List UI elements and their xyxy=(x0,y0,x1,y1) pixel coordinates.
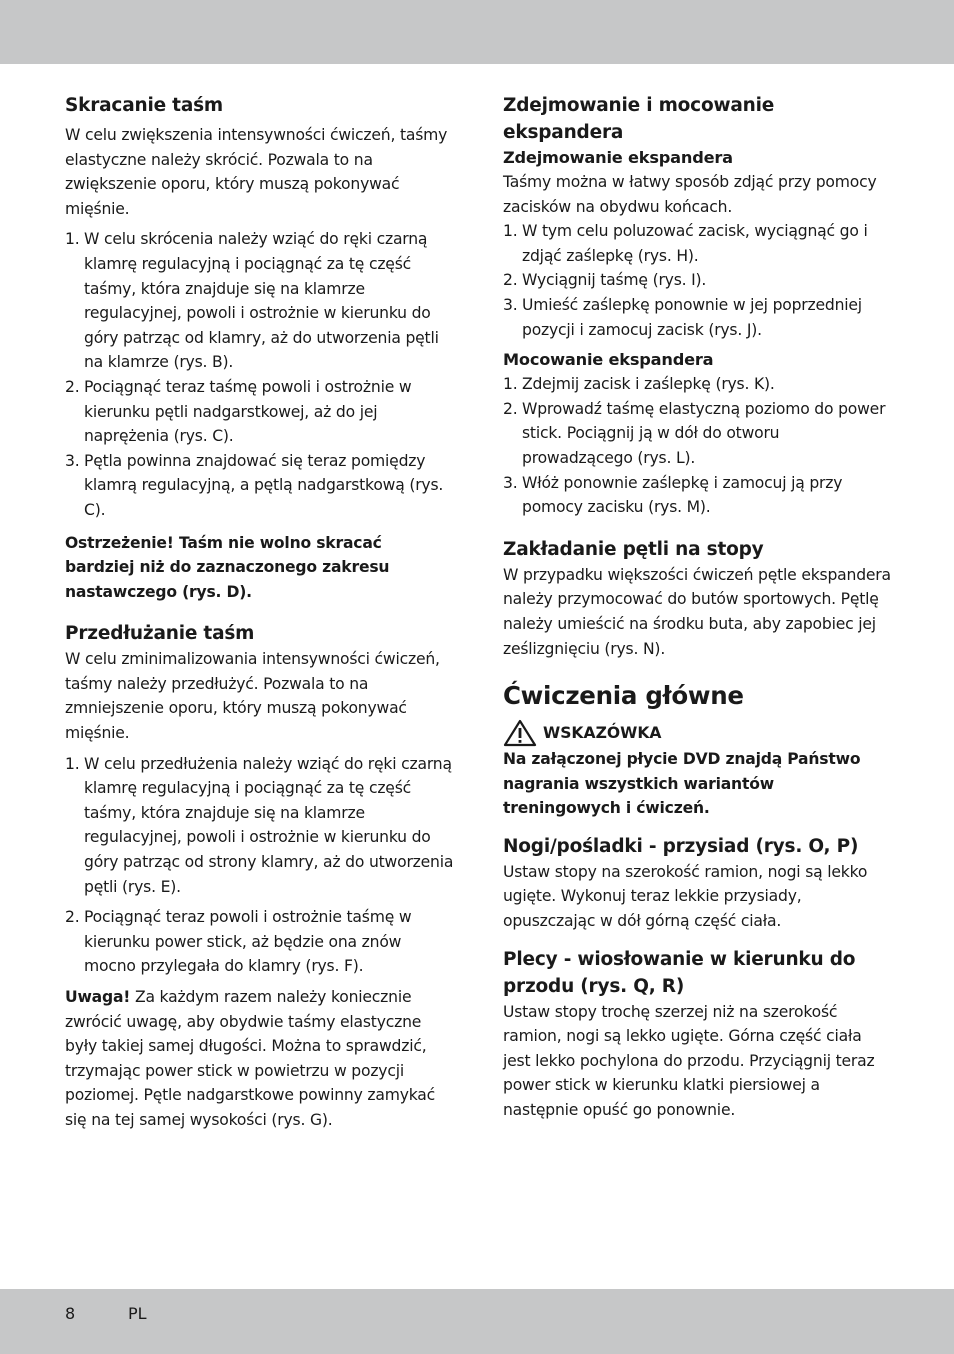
steps-list xyxy=(503,219,893,342)
subsection-intro: Taśmy można w łatwy sposób zdjąć przy pomocy zacisków na obydwu końcach. xyxy=(503,173,877,216)
list-item: 1. W tym celu poluzować zacisk, wyciągnąć go i zdjąć zaślepkę (rys. H). xyxy=(503,222,868,265)
warning-triangle-icon xyxy=(503,719,537,747)
section-przedluzanie xyxy=(65,620,455,1132)
language-code: PL xyxy=(128,1304,147,1323)
page-number: 8 xyxy=(65,1304,76,1323)
note-label: WSKAZÓWKA xyxy=(543,724,662,743)
section-heading: Skracanie taśm xyxy=(65,95,224,116)
note-text: Za każdym razem należy koniecznie zwrócić uwagę, aby obydwie taśmy elastyczne były takiej samej długości. Można to sprawdzić, trzymając power stick w powietrzu w pozycji poziomej. Pętle nadgarstkowe powinny zamykać się na tej samej wysokości (rys. G). xyxy=(65,988,436,1129)
chapter-heading: Ćwiczenia główne xyxy=(503,681,744,711)
left-column xyxy=(65,92,455,1133)
exercise-heading: Plecy - wiosłowanie w kierunku do przodu (rys. Q, R) xyxy=(503,948,856,997)
steps-list xyxy=(65,752,455,979)
section-heading: Zdejmowanie i mocowanie ekspandera xyxy=(503,95,775,143)
section-heading: Przedłużanie taśm xyxy=(65,623,255,645)
list-item: 3. Umieść zaślepkę ponownie w jej poprzedniej pozycji i zamocuj zacisk (rys. J). xyxy=(503,295,862,339)
list-item: 1. Zdejmij zacisk i zaślepkę (rys. K). xyxy=(503,375,775,394)
section-skracanie xyxy=(65,92,455,604)
right-column xyxy=(503,92,893,1123)
section-intro: W celu zwiększenia intensywności ćwiczeń, taśmy elastyczne należy skrócić. Pozwala to na zwiększenie oporu, który muszą pokonywać mięśnie. xyxy=(65,126,448,218)
subsection-heading: Zdejmowanie ekspandera xyxy=(503,148,733,167)
note-label: Uwaga! xyxy=(65,988,131,1006)
note-header xyxy=(503,719,893,747)
header-band xyxy=(0,0,954,64)
exercise-text: Ustaw stopy na szerokość ramion, nogi są lekko ugięte. Wykonuj teraz lekkie przysiady, opuszczając w dół górną część ciała. xyxy=(503,862,868,931)
section-zakladanie xyxy=(503,536,893,661)
subsection-heading: Mocowanie ekspandera xyxy=(503,350,714,370)
list-item: 2. Pociągnąć teraz taśmę powoli i ostrożnie w kierunku pętli nadgarstkowej, aż do jej naprężenia (rys. C). xyxy=(65,377,412,446)
section-intro: W celu zminimalizowania intensywności ćwiczeń, taśmy należy przedłużyć. Pozwala to na zmniejszenie oporu, który muszą pokonywać mięśnie. xyxy=(65,650,440,743)
list-item: 2. Pociągnąć teraz powoli i ostrożnie taśmę w kierunku power stick, aż będzie ona znów mocno przylegała do klamry (rys. F). xyxy=(65,908,412,976)
steps-list xyxy=(65,227,455,522)
list-item: 1. W celu przedłużenia należy wziąć do ręki czarną klamrę regulacyjną i pociągnąć za tę część taśmy, która znajduje się na klamrze regulacyjnej, powoli i ostrożnie w kierunku do góry patrząc od strony klamry, aż do utworzenia pętli (rys. E). xyxy=(65,754,454,896)
section-zdejmowanie-mocowanie xyxy=(503,92,893,520)
note-text: Na załączonej płycie DVD znajdą Państwo nagrania wszystkich wariantów treningowych i ćwiczeń. xyxy=(503,750,861,818)
list-item: 2. Wyciągnij taśmę (rys. I). xyxy=(503,271,707,290)
exercise-heading: Nogi/pośladki - przysiad (rys. O, P) xyxy=(503,835,859,857)
list-item: 2. Wprowadź taśmę elastyczną poziomo do power stick. Pociągnij ją w dół do otworu prowadzącego (rys. L). xyxy=(503,399,886,467)
section-text: W przypadku większości ćwiczeń pętle ekspandera należy przymocować do butów sportowych. Pętlę należy umieścić na środku buta, aby zapobiec jej ześlizgnięciu (rys. N). xyxy=(503,565,891,658)
exercise-text: Ustaw stopy trochę szerzej niż na szerokość ramion, nogi są lekko ugięte. Górna część ciała jest lekko pochylona do przodu. Przyciągnij teraz power stick w kierunku klatki piersiowej a następnie opuść go ponownie. xyxy=(503,1002,875,1120)
section-heading: Zakładanie pętli na stopy xyxy=(503,538,764,560)
section-cwiczenia xyxy=(503,679,893,1123)
list-item: 3. Pętla powinna znajdować się teraz pomiędzy klamrą regulacyjną, a pętlą nadgarstkową (rys. C). xyxy=(65,451,444,519)
list-item: 1. W celu skrócenia należy wziąć do ręki czarną klamrę regulacyjną i pociągnąć za tę część taśmy, która znajduje się na klamrze regulacyjnej, powoli i ostrożnie w kierunku do góry patrząc od klamry, aż do utworzenia pętli na klamrze (rys. B). xyxy=(65,230,439,372)
steps-list xyxy=(503,372,893,520)
list-item: 3. Włóż ponownie zaślepkę i zamocuj ją przy pomocy zacisku (rys. M). xyxy=(503,473,843,517)
warning-text: Ostrzeżenie! Taśm nie wolno skracać bardziej niż do zaznaczonego zakresu nastawczego (rys. D). xyxy=(65,533,390,601)
note-paragraph xyxy=(65,985,455,1133)
